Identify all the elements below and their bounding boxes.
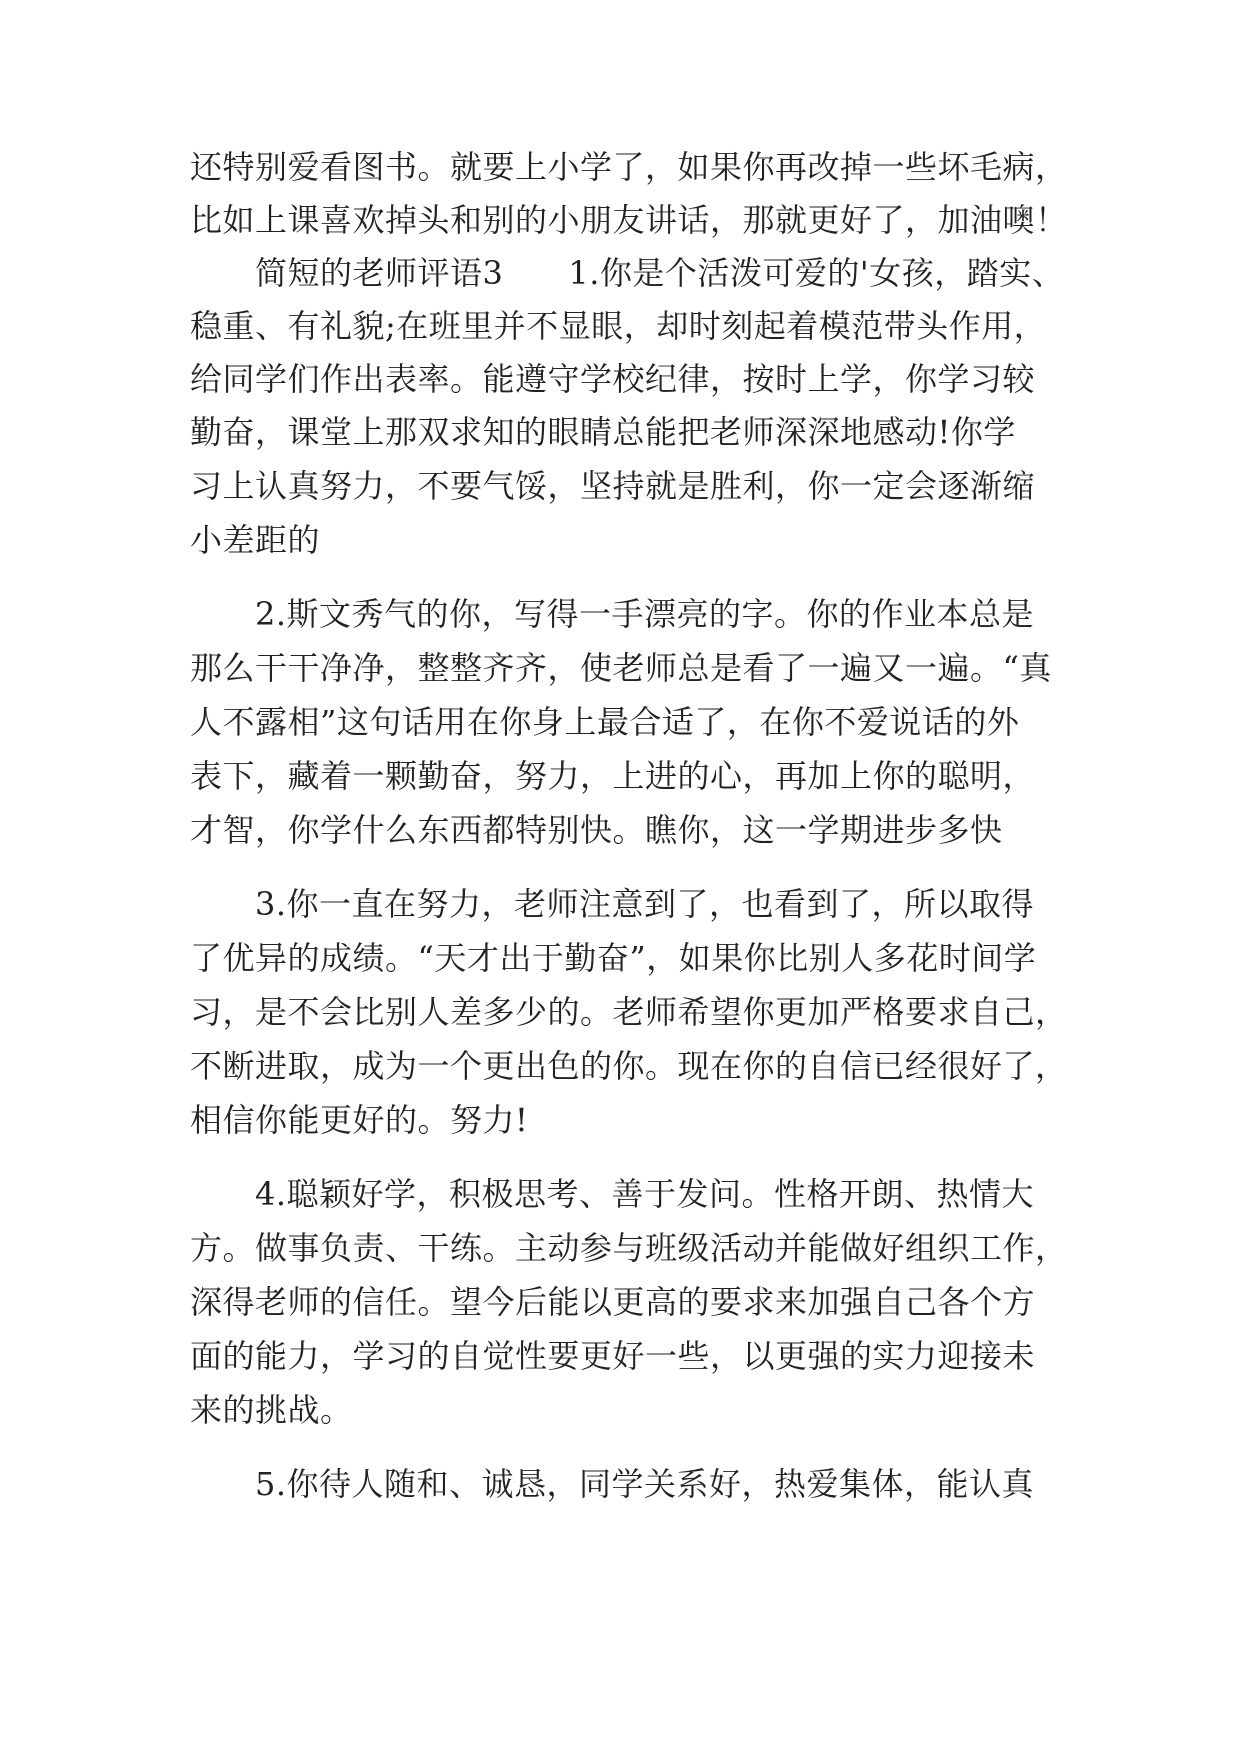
text-line: 稳重、有礼貌;在班里并不显眼，却时刻起着模范带头作用，	[190, 307, 1047, 345]
text-line: 人不露相”这句话用在你身上最合适了，在你不爱说话的外	[190, 703, 1020, 741]
text-line: 习，是不会比别人差多少的。老师希望你更加严格要求自己，	[190, 993, 1068, 1031]
text-line: 那么干干净净，整整齐齐，使老师总是看了一遍又一遍。“真	[190, 649, 1052, 687]
text-line: 才智，你学什么东西都特别快。瞧你，这一学期进步多快	[190, 811, 1003, 849]
text-line: 给同学们作出表率。能遵守学校纪律，按时上学，你学习较	[190, 360, 1036, 398]
paragraph-start-line: 2.斯文秀气的你，写得一手漂亮的字。你的作业本总是	[255, 595, 1035, 633]
section-heading-line: 简短的老师评语3 1.你是个活泼可爱的'女孩，踏实、	[255, 254, 1065, 292]
text-line: 表下，藏着一颗勤奋，努力，上进的心，再加上你的聪明，	[190, 757, 1036, 795]
text-line: 相信你能更好的。努力!	[190, 1101, 529, 1139]
text-line: 来的挑战。	[190, 1391, 353, 1429]
text-line: 还特别爱看图书。就要上小学了，如果你再改掉一些坏毛病，	[190, 148, 1068, 186]
text-line: 比如上课喜欢掉头和别的小朋友讲话，那就更好了，加油噢！	[190, 201, 1068, 239]
text-line: 习上认真努力，不要气馁，坚持就是胜利，你一定会逐渐缩	[190, 467, 1036, 505]
text-line: 不断进取，成为一个更出色的你。现在你的自信已经很好了，	[190, 1047, 1068, 1085]
text-line: 勤奋，课堂上那双求知的眼睛总能把老师深深地感动!你学	[190, 413, 1016, 451]
paragraph-start-line: 4.聪颖好学，积极思考、善于发问。性格开朗、热情大	[255, 1175, 1035, 1213]
paragraph-start-line: 5.你待人随和、诚恳，同学关系好，热爱集体，能认真	[255, 1465, 1035, 1503]
text-line: 深得老师的信任。望今后能以更高的要求来加强自己各个方	[190, 1283, 1036, 1321]
text-line: 小差距的	[190, 521, 321, 559]
text-line: 了优异的成绩。“天才出于勤奋”，如果你比别人多花时间学	[190, 939, 1037, 977]
text-line: 方。做事负责、干练。主动参与班级活动并能做好组织工作，	[190, 1229, 1068, 1267]
text-line: 面的能力，学习的自觉性要更好一些，以更强的实力迎接未	[190, 1337, 1036, 1375]
paragraph-start-line: 3.你一直在努力，老师注意到了，也看到了，所以取得	[255, 885, 1035, 923]
